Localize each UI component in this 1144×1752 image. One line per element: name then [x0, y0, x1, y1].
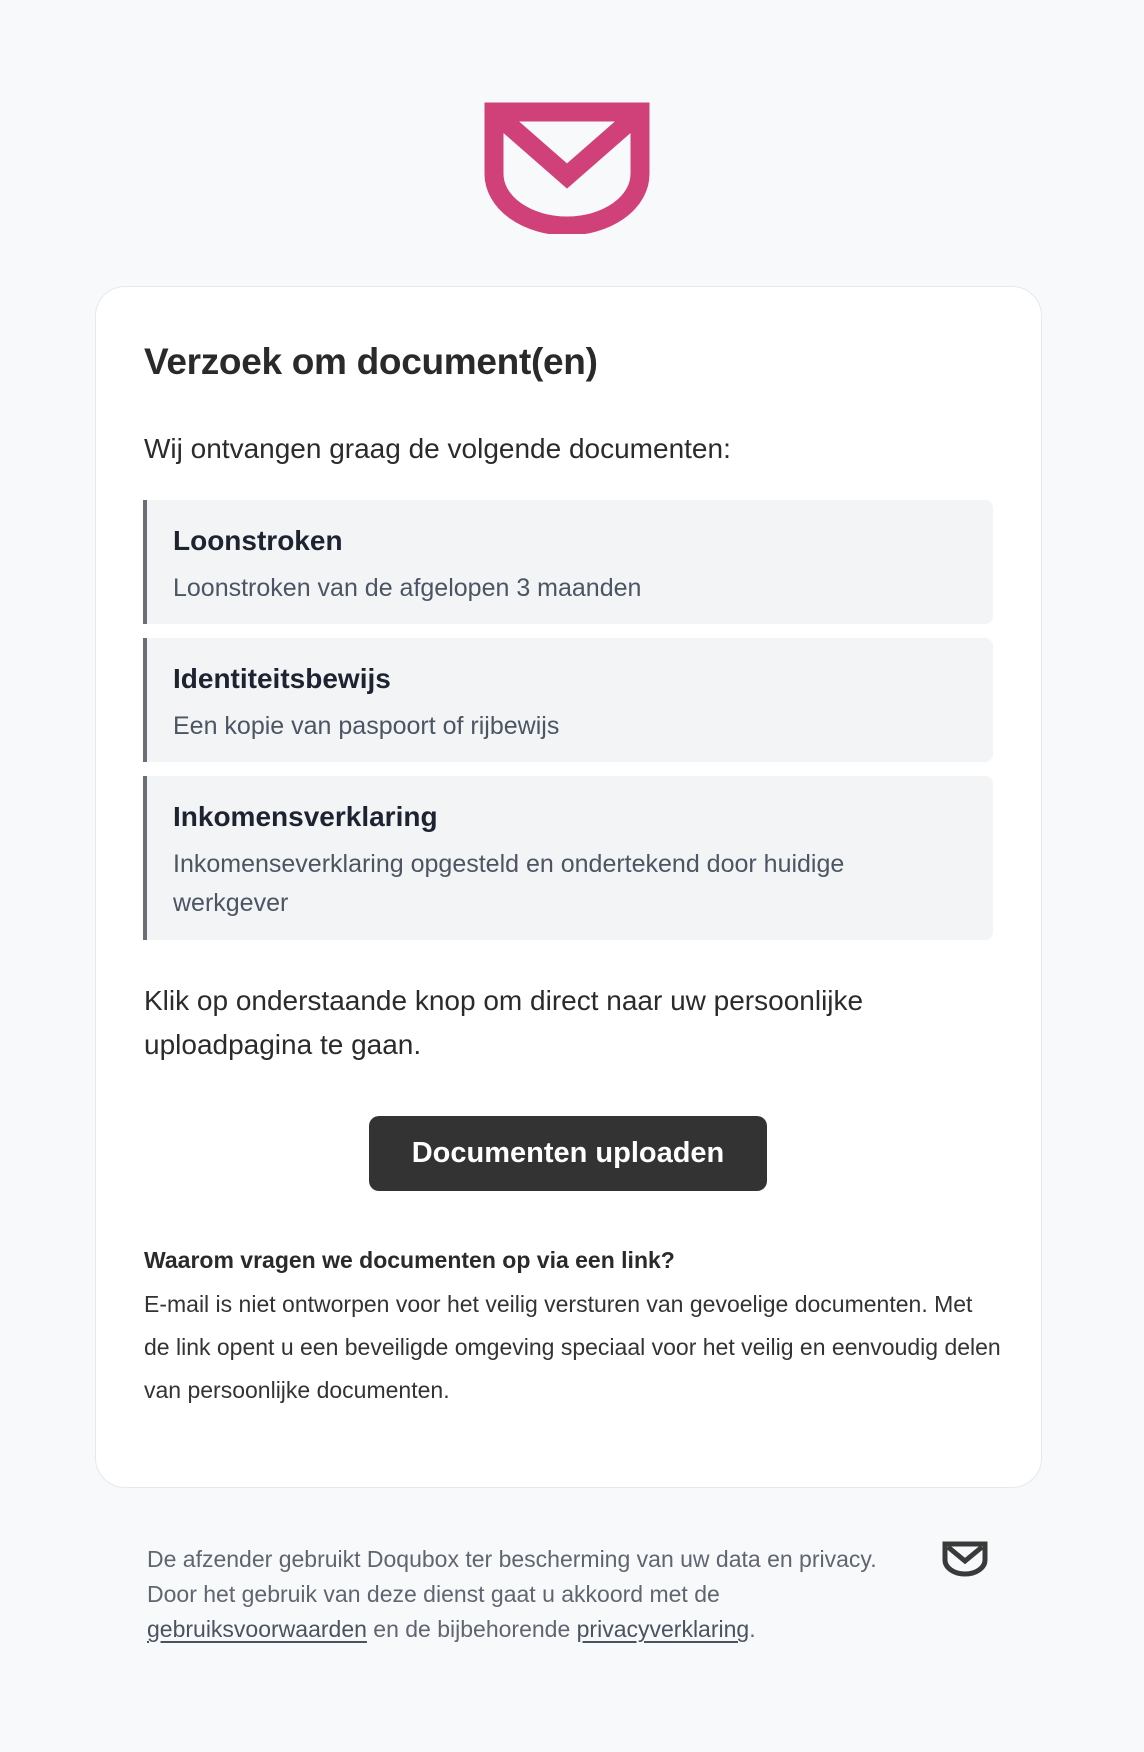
- document-title: Identiteitsbewijs: [173, 663, 391, 694]
- document-description: Loonstroken van de afgelopen 3 maanden: [173, 574, 642, 602]
- why-heading: Waarom vragen we documenten op via een link?: [144, 1247, 675, 1273]
- document-description: Inkomenseverklaring opgesteld en ondertekend door huidige werkgever: [173, 850, 845, 917]
- cta-text: Klik op onderstaande knop om direct naar uw persoonlijke uploadpagina te gaan.: [144, 985, 864, 1060]
- upload-documents-button[interactable]: Documenten uploaden: [369, 1116, 767, 1191]
- request-intro: Wij ontvangen graag de volgende documenten:: [144, 433, 731, 464]
- document-item-loonstroken: [143, 500, 993, 624]
- document-item-inkomensverklaring: [143, 776, 993, 940]
- why-body: E-mail is niet ontworpen voor het veilig versturen van gevoelige documenten. Met de link opent u een beveiligde omgeving speciaal voor het veilig en eenvoudig delen van persoonlijke documenten.: [144, 1291, 1001, 1403]
- privacy-link[interactable]: privacyverklaring: [576, 1616, 750, 1642]
- doqubox-small-logo-icon: [941, 1540, 989, 1578]
- document-title: Inkomensverklaring: [173, 801, 438, 832]
- request-card: [95, 286, 1042, 1488]
- doqubox-logo-icon: [484, 102, 650, 234]
- footer-text: [147, 1542, 927, 1647]
- request-title: Verzoek om document(en): [144, 341, 598, 382]
- document-title: Loonstroken: [173, 525, 343, 556]
- footer-text-part: en de bijbehorende: [366, 1616, 577, 1642]
- terms-link[interactable]: gebruiksvoorwaarden: [147, 1616, 367, 1642]
- footer-text-part: De afzender gebruikt Doqubox ter bescherming van uw data en privacy. Door het gebruik van deze dienst gaat u akkoord met de: [147, 1546, 877, 1607]
- document-item-identiteitsbewijs: [143, 638, 993, 762]
- footer-text-part: .: [749, 1616, 756, 1642]
- document-description: Een kopie van paspoort of rijbewijs: [173, 712, 560, 740]
